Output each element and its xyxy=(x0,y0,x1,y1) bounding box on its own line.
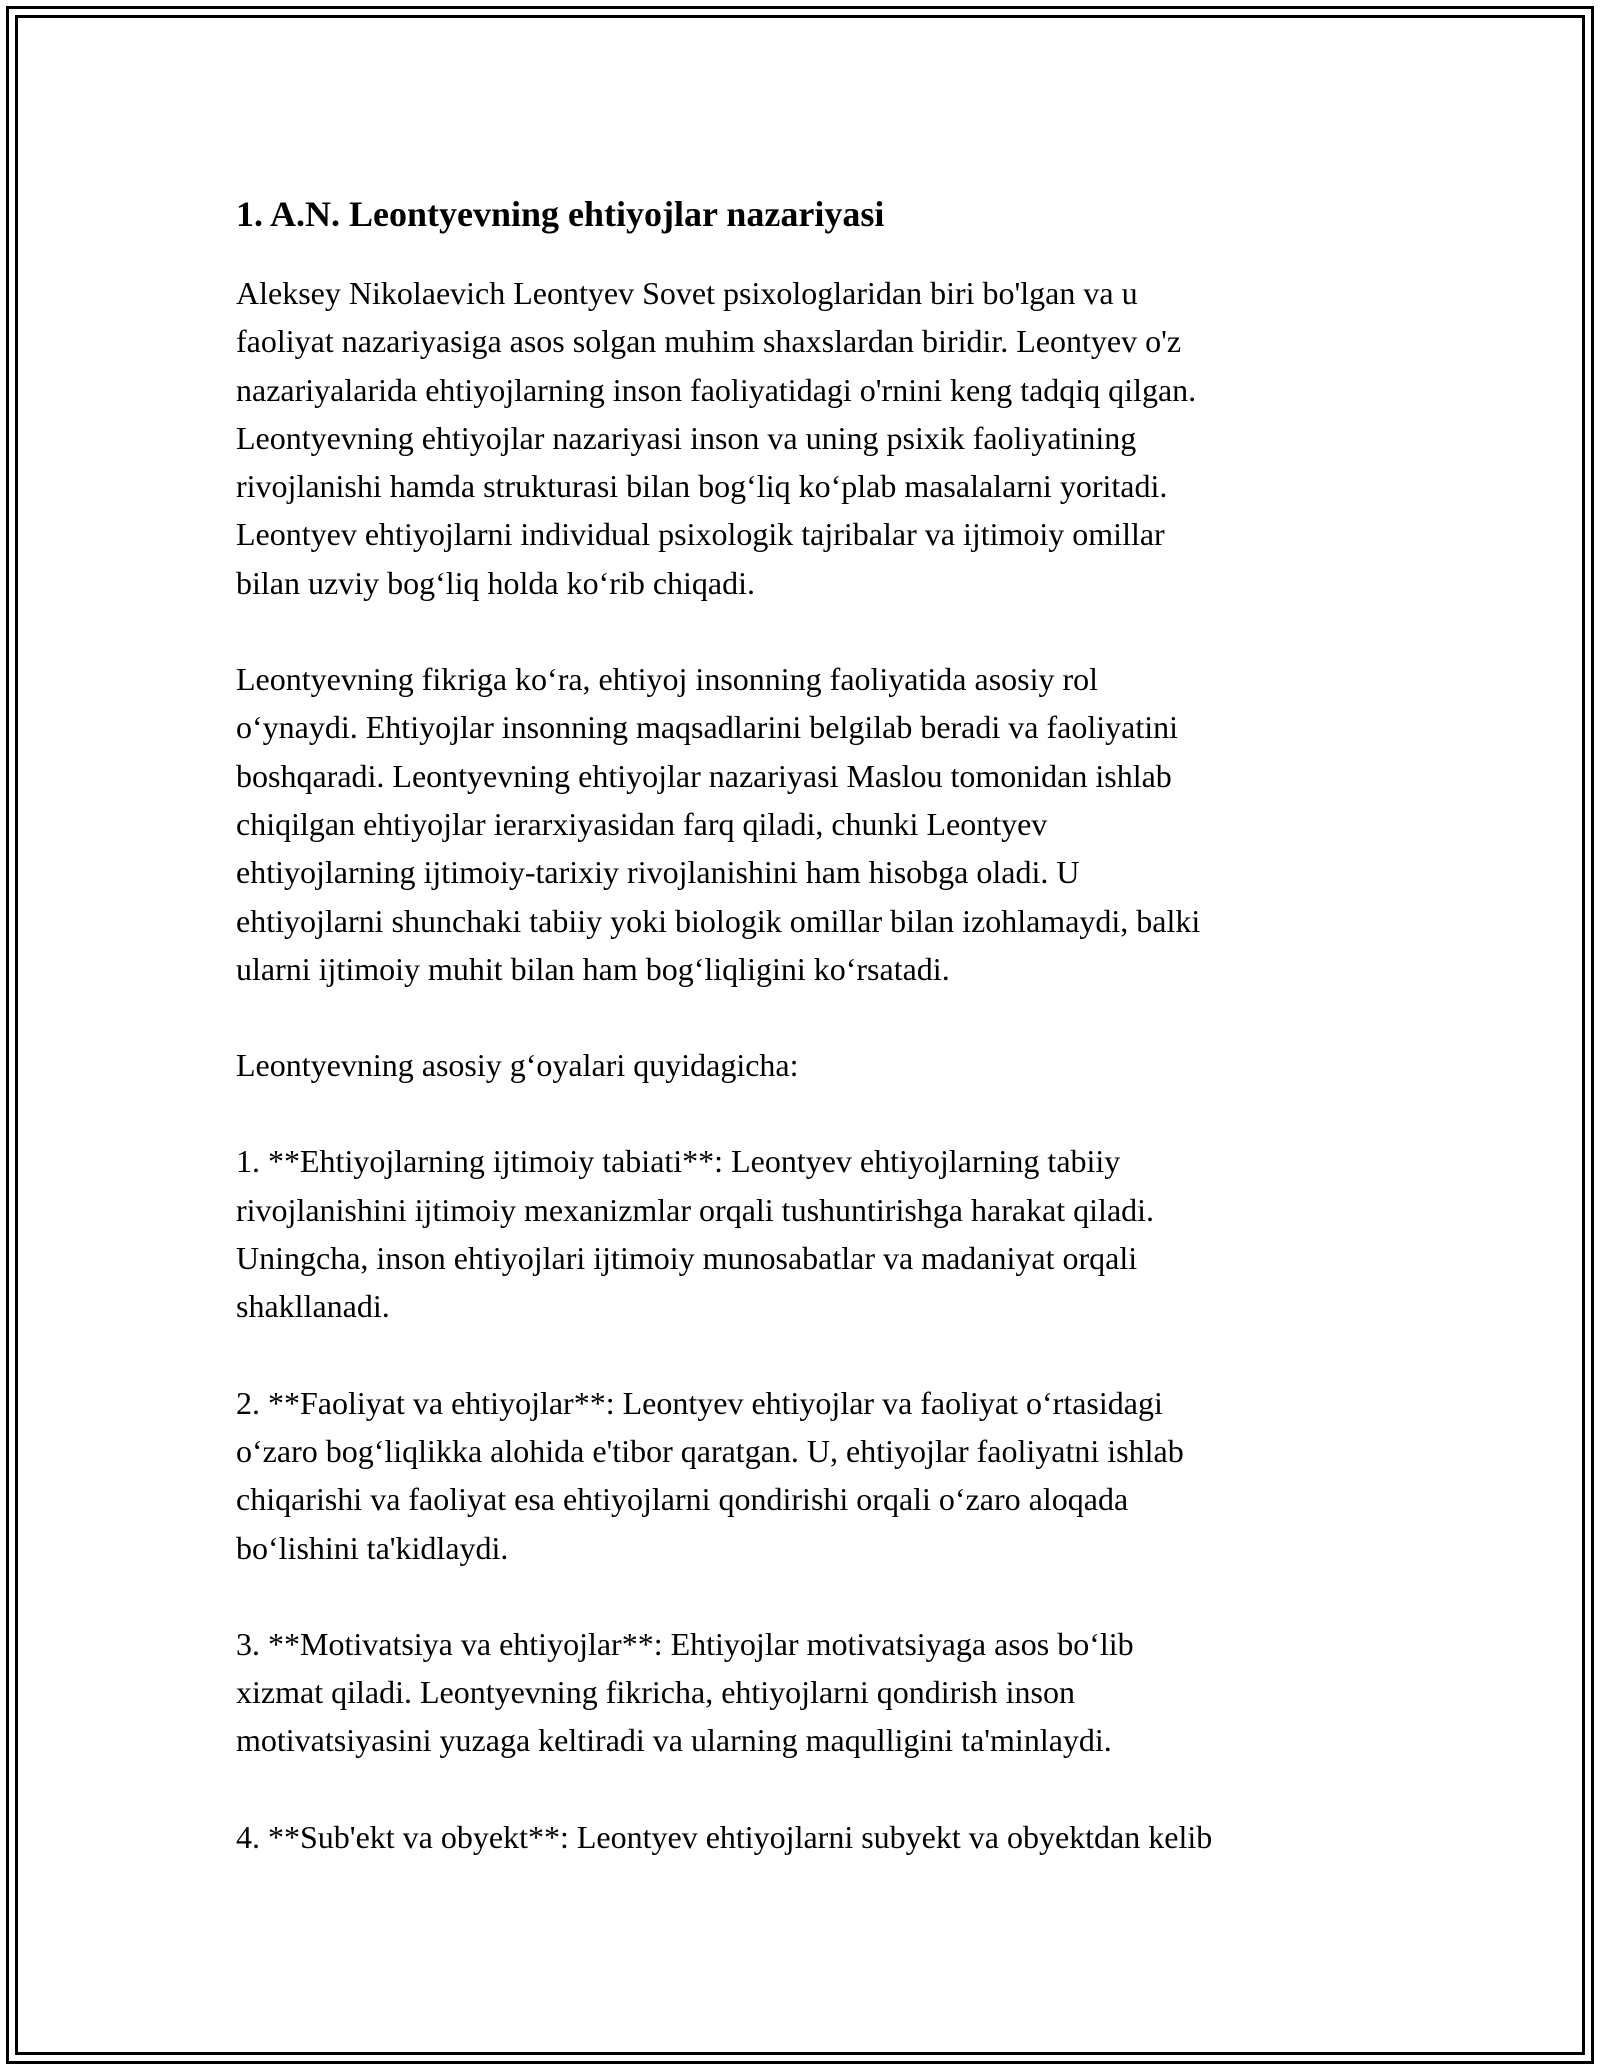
list-item-motivation-needs: 3. **Motivatsiya va ehtiyojlar**: Ehtiyojlar motivatsiyaga asos bo‘lib xizmat qiladi. Leontyevning fikricha, ehtiyojlarni qondirish inson motivatsiyasini yuzaga keltiradi va ularning maqulligini ta'minlaydi. xyxy=(236,1625,1134,1759)
list-item-activity-needs: 2. **Faoliyat va ehtiyojlar**: Leontyev ehtiyojlar va faoliyat o‘rtasidagi o‘zaro bog‘liqlikka alohida e'tibor qaratgan. U, ehtiyojlar faoliyatni ishlab chiqarishi va faoliyat esa ehtiyojlarni qondirishi orqali o‘zaro aloqada bo‘lishini ta'kidlaydi. xyxy=(236,1384,1184,1566)
paragraph-need-role: Leontyevning fikriga ko‘ra, ehtiyoj insonning faoliyatida asosiy rol o‘ynaydi. Ehtiyojlar insonning maqsadlarini belgilab beradi va faoliyatini boshqaradi. Leontyevning ehtiyojlar nazariyasi Maslou tomonidan ishlab chiqilgan ehtiyojlar ierarxiyasidan farq qiladi, chunki Leontyev ehtiyojlarning ijtimoiy-tarixiy rivojlanishini ham hisobga oladi. U ehtiyojlarni shunchaki tabiiy yoki biologik omillar bilan izohlamaydi, balki ularni ijtimoiy muhit bilan ham bog‘liqligini ko‘rsatadi. xyxy=(236,661,1201,987)
section-heading: 1. A.N. Leontyevning ehtiyojlar nazariyasi xyxy=(236,194,885,234)
document-body xyxy=(236,183,1366,1909)
list-item-social-nature: 1. **Ehtiyojlarning ijtimoiy tabiati**: Leontyev ehtiyojlarning tabiiy rivojlanishini ijtimoiy mexanizmlar orqali tushuntirishga harakat qiladi. Uningcha, inson ehtiyojlari ijtimoiy munosabatlar va madaniyat orqali shakllanadi. xyxy=(236,1143,1155,1325)
list-item-subject-object: 4. **Sub'ekt va obyekt**: Leontyev ehtiyojlarni subyekt va obyektdan kelib xyxy=(236,1818,1213,1855)
paragraph-main-ideas-lead: Leontyevning asosiy g‘oyalari quyidagicha: xyxy=(236,1047,799,1084)
paragraph-intro: Aleksey Nikolaevich Leontyev Sovet psixologlaridan biri bo'lgan va u faoliyat nazariyasiga asos solgan muhim shaxslardan biridir. Leontyev o'z nazariyalarida ehtiyojlarning inson faoliyatidagi o'rnini keng tadqiq qilgan. Leontyevning ehtiyojlar nazariyasi inson va uning psixik faoliyatining rivojlanishi hamda strukturasi bilan bog‘liq ko‘plab masalalarni yoritadi. Leontyev ehtiyojlarni individual psixologik tajribalar va ijtimoiy omillar bilan uzviy bog‘liq holda ko‘rib chiqadi. xyxy=(236,275,1197,601)
